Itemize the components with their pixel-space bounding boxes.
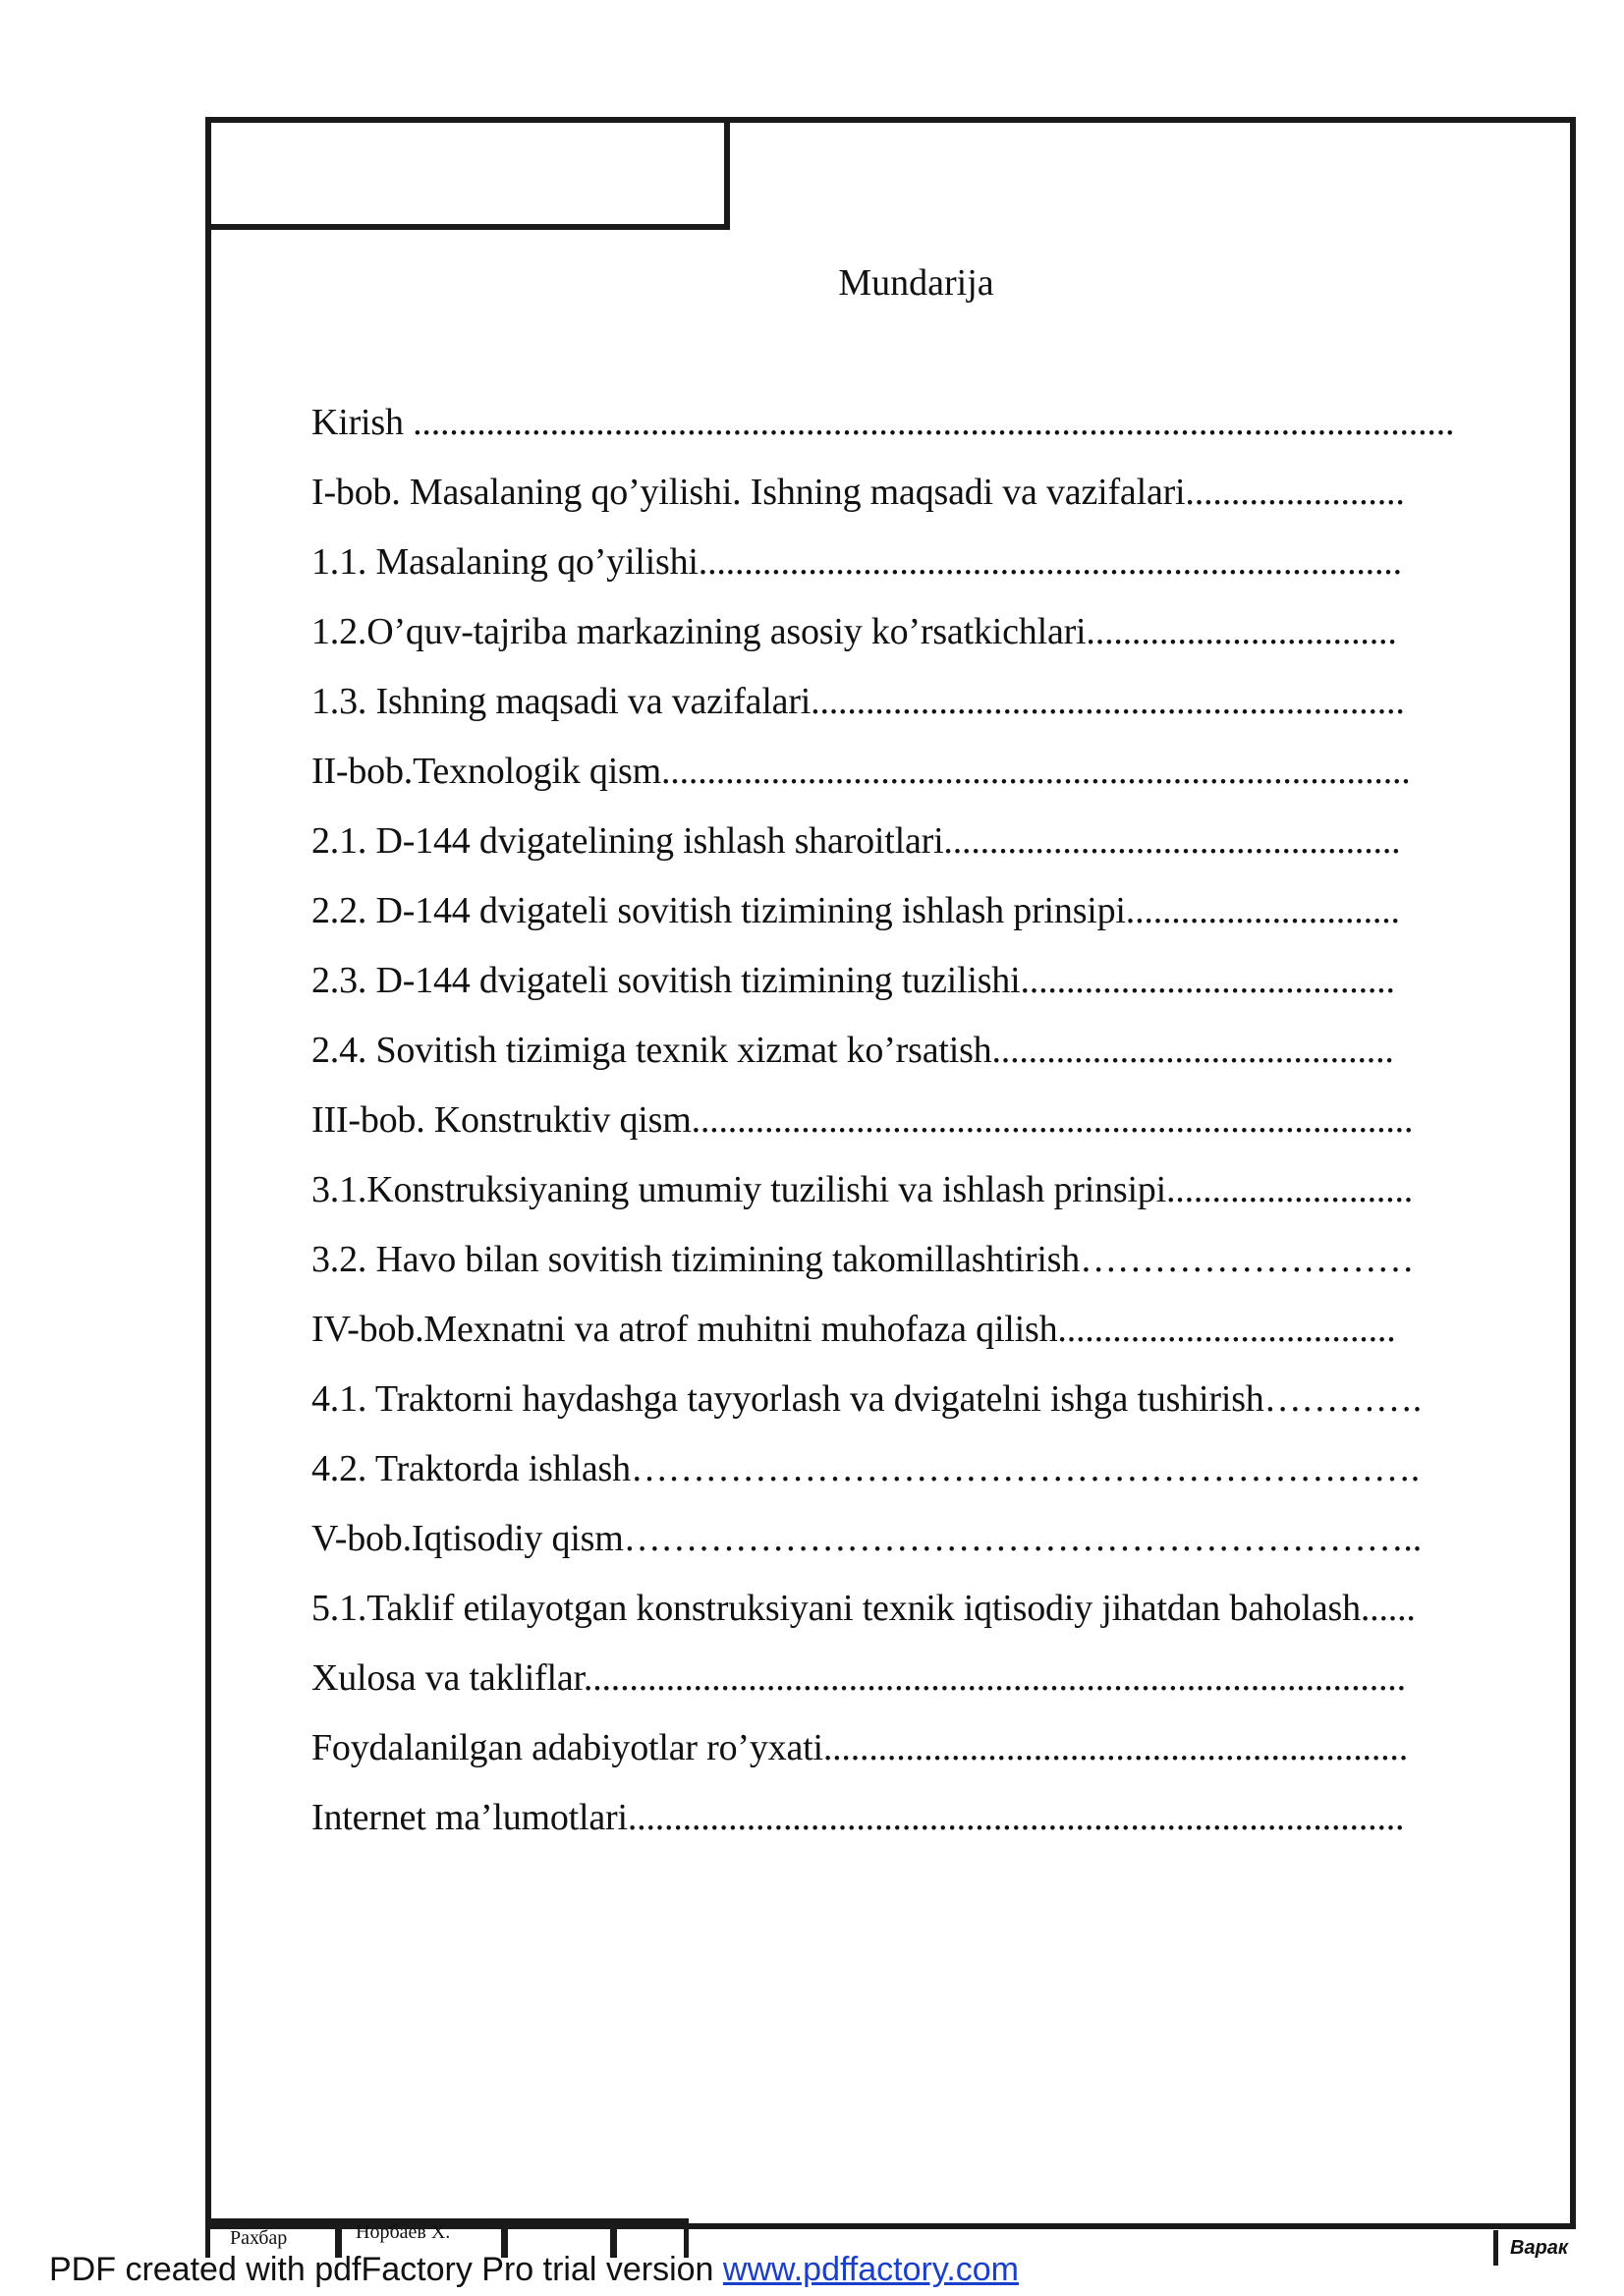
toc-item: 2.4. Sovitish tizimiga texnik xizmat ko’rsatish............................................ bbox=[311, 1030, 1394, 1071]
toc-item: Foydalanilgan adabiyotlar ro’yxati................................................................ bbox=[311, 1727, 1409, 1768]
toc-item: 2.1. D-144 dvigatelining ishlash sharoitlari.................................................. bbox=[311, 820, 1401, 862]
footer-link[interactable]: www.pdffactory.com bbox=[722, 2251, 1019, 2288]
toc-item: 4.2. Traktorda ishlash………………………………………………………. bbox=[311, 1448, 1421, 1489]
toc-item: 3.2. Havo bilan sovitish tizimining takomillashtirish……………………… bbox=[311, 1239, 1415, 1280]
toc-item: 1.1. Masalaning qo’yilishi............................................................................. bbox=[311, 541, 1402, 583]
corner-stamp-box bbox=[205, 117, 730, 230]
toc-item: IV-bob.Mexnatni va atrof muhitni muhofaza qilish..................................... bbox=[311, 1309, 1396, 1350]
toc-item: 2.2. D-144 dvigateli sovitish tizimining ishlash prinsipi.............................. bbox=[311, 890, 1400, 931]
toc-item: V-bob.Iqtisodiy qism……………………………………………………….. bbox=[311, 1518, 1423, 1559]
footer-text: PDF created with pdfFactory Pro trial version bbox=[49, 2251, 723, 2288]
toc-item: 2.3. D-144 dvigateli sovitish tizimining tuzilishi......................................... bbox=[311, 960, 1395, 1001]
stamp-sheet-label: Варак bbox=[1493, 2230, 1577, 2266]
toc-item: II-bob.Texnologik qism.................................................................................. bbox=[311, 751, 1411, 792]
toc-item: Internet ma’lumotlari..................................................................................... bbox=[311, 1797, 1405, 1838]
toc-item: 1.2.O’quv-tajriba markazining asosiy ko’rsatkichlari.................................. bbox=[311, 611, 1397, 652]
toc-item: Kirish .................................................................................................................. bbox=[311, 402, 1455, 443]
toc-item: 5.1.Taklif etilayotgan konstruksiyani texnik iqtisodiy jihatdan baholash...... bbox=[311, 1588, 1416, 1629]
stamp-role-label: Рахбар bbox=[230, 2227, 288, 2249]
pdf-watermark-footer bbox=[49, 2248, 1019, 2291]
page-title: Mundarija bbox=[838, 262, 994, 304]
toc-item: 1.3. Ishning maqsadi va vazifalari................................................................. bbox=[311, 681, 1405, 722]
toc-item: Xulosa va takliflar.......................................................................................... bbox=[311, 1657, 1406, 1699]
stamp-name: Норбаев Х. bbox=[356, 2221, 451, 2243]
toc-item: I-bob. Masalaning qo’yilishi. Ishning maqsadi va vazifalari........................ bbox=[311, 472, 1405, 513]
toc-item: III-bob. Konstruktiv qism............................................................................... bbox=[311, 1099, 1414, 1141]
toc-item: 4.1. Traktorni haydashga tayyorlash va dvigatelni ishga tushirish…………. bbox=[311, 1378, 1423, 1420]
table-of-contents bbox=[311, 399, 1490, 1864]
toc-item: 3.1.Konstruksiyaning umumiy tuzilishi va ishlash prinsipi........................... bbox=[311, 1169, 1414, 1210]
